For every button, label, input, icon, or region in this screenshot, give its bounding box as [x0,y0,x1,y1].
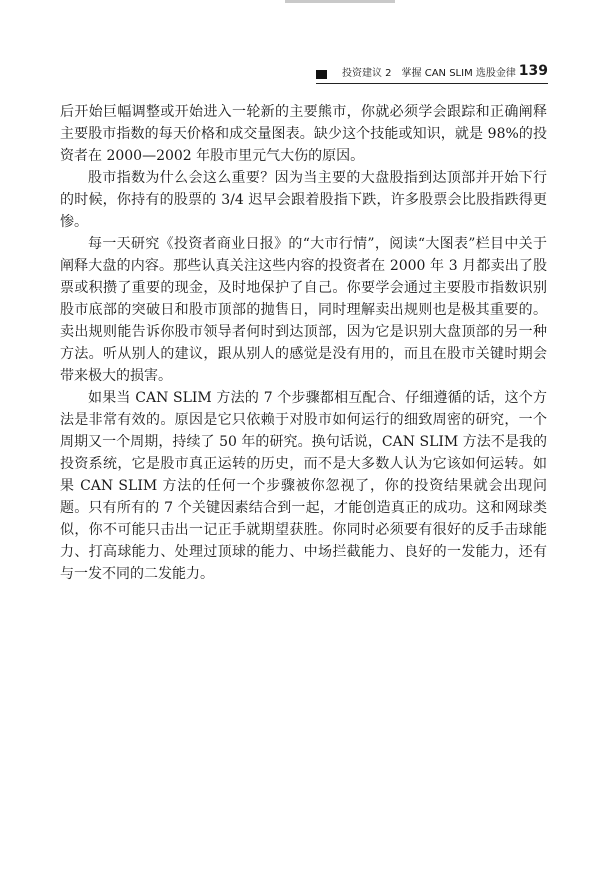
body-text [60,101,547,585]
paragraph: 如果当 CAN SLIM 方法的 7 个步骤都相互配合、仔细遵循的话，这个方法是非常有效的。原因是它只依赖于对股市如何运行的细致周密的研究，一个周期又一个周期，持续了 50 年的研究。换句话说，CAN SLIM 方法不是我的投资系统，它是股市真正运转的历史，而不是大多数人认为它该如何运转。如果 CAN SLIM 方法的任何一个步骤被你忽视了，你的投资结果就会出现问题。只有所有的 7 个关键因素结合到一起，才能创造真正的成功。这和网球类似，你不可能只击出一记正手就期望获胜。你同时必须要有很好的反手击球能力、打高球能力、处理过顶球的能力、中场拦截能力、良好的一发能力，还有与一发不同的二发能力。 [60,390,547,582]
header-marker [316,70,327,79]
running-header [316,63,548,82]
paragraph-continued: 后开始巨幅调整或开始进入一轮新的主要熊市，你就必须学会跟踪和正确阐释主要股市指数的每天价格和成交量图表。缺少这个技能或知识，就是 98%的投资者在 2000—2002 年股市里元气大伤的原因。 [60,104,547,164]
paragraph: 股市指数为什么会这么重要？因为当主要的大盘股指到达顶部并开始下行的时候，你持有的股票的 3/4 迟早会跟着股指下跌，许多股票会比股指跌得更惨。 [60,170,547,230]
paragraph: 每一天研究《投资者商业日报》的“大市行情”，阅读“大图表”栏目中关于阐释大盘的内容。那些认真关注这些内容的投资者在 2000 年 3 月都卖出了股票或积攒了重要的现金，及时地保护了自己。你要学会通过主要股市指数识别股市底部的突破日和股市顶部的抛售日，同时理解卖出规则也是极其重要的。卖出规则能告诉你股市领导者何时到达顶部，因为它是识别大盘顶部的另一种方法。听从别人的建议，跟从别人的感觉是没有用的，而且在股市关键时期会带来极大的损害。 [60,236,547,384]
header-rule [316,83,548,84]
header-title: 投资建议 2 掌握 CAN SLIM 选股金律 [342,68,516,79]
scan-artifact [285,0,395,3]
page-number: 139 [518,63,548,79]
